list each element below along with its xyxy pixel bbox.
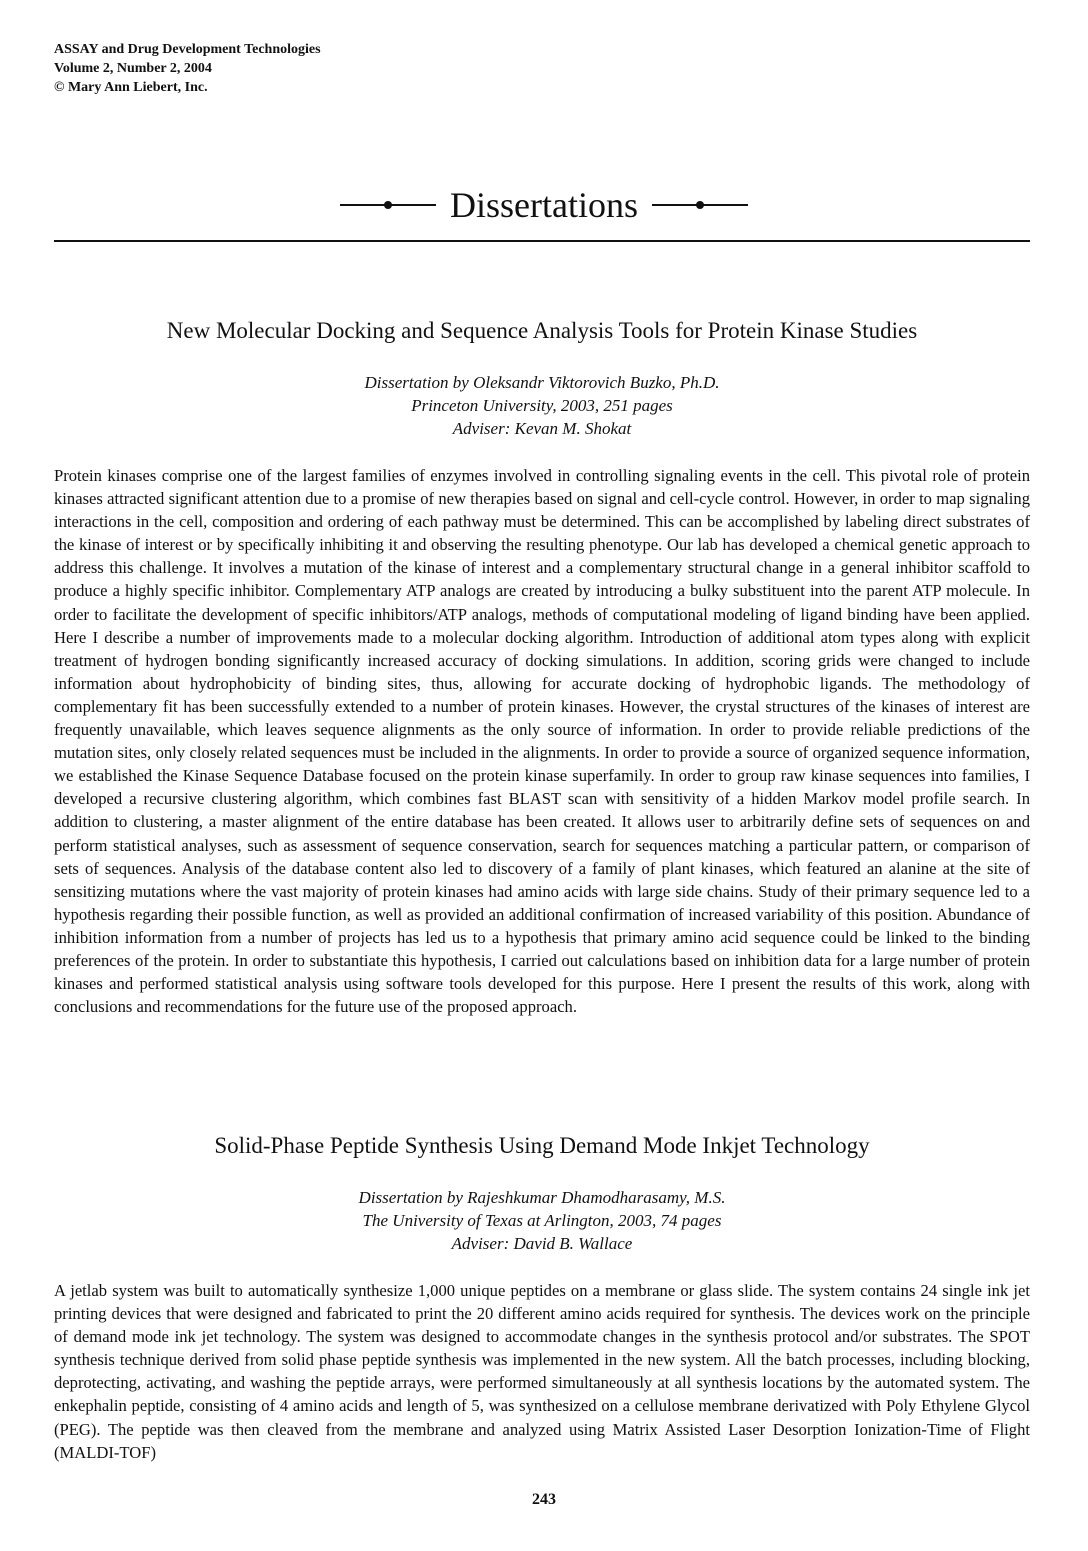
byline-author: Dissertation by Oleksandr Viktorovich Buzko, Ph.D. (364, 373, 720, 392)
journal-copyright: © Mary Ann Liebert, Inc. (54, 80, 208, 95)
article-byline (54, 371, 1030, 440)
section-banner (0, 182, 1088, 228)
article-byline (54, 1186, 1030, 1255)
right-ornament-icon (652, 204, 748, 206)
section-divider (54, 240, 1030, 242)
journal-header (54, 40, 321, 97)
article-abstract: A jetlab system was built to automatically synthesize 1,000 unique peptides on a membrane or glass slide. The system contains 24 single ink jet printing devices that were designed and fabricated to print the 20 different amino acids required for synthesis. The devices work on the principle of demand mode ink jet technology. The system was designed to accommodate changes in the synthesis protocol and/or substrates. The SPOT synthesis technique derived from solid phase peptide synthesis was implemented in the new system. All the batch processes, including blocking, deprotecting, activating, and washing the peptide arrays, were performed simultaneously at all synthesis locations by the automated system. The enkephalin peptide, consisting of 4 amino acids and length of 5, was synthesized on a cellulose membrane derivatized with Poly Ethylene Glycol (PEG). The peptide was then cleaved from the membrane and analyzed using Matrix Assisted Laser Desorption Ionization-Time of Flight (MALDI-TOF) (54, 1281, 1030, 1462)
byline-adviser: Adviser: Kevan M. Shokat (452, 419, 632, 438)
article-abstract: Protein kinases comprise one of the largest families of enzymes involved in controlling signaling events in the cell. This pivotal role of protein kinases attracted significant attention due to a promise of new therapies based on signal and cell-cycle control. However, in order to map signaling interactions in the cell, composition and ordering of each pathway must be determined. This can be accomplished by labeling direct substrates of the kinase of interest or by specifically inhibiting it and observing the resulting phenotype. Our lab has developed a chemical genetic approach to address this challenge. It involves a mutation of the kinase of interest and a complementary structural change in a general inhibitor scaffold to produce a highly specific inhibitor. Complementary ATP analogs are created by introducing a bulky substituent into the parent ATP molecule. In order to facilitate the development of specific inhibitors/ATP analogs, methods of computational modeling of ligand binding have been applied. Here I describe a number of improvements made to a molecular docking algorithm. Introduction of additional atom types along with explicit treatment of hydrogen bonding significantly increased accuracy of docking simulations. In addition, scoring grids were changed to include information about hydrophobicity of binding sites, thus, allowing for accurate docking of hydrophobic ligands. The methodology of complementary fit has been successfully extended to a number of protein kinases. However, the crystal structures of the kinases of interest are frequently unavailable, which leaves sequence alignments as the only source of information. In order to provide reliable predictions of the mutation sites, only closely related sequences must be included in the alignments. In order to provide a source of organized sequence information, we established the Kinase Sequence Database focused on the protein kinase superfamily. In order to group raw kinase sequences into families, I developed a recursive clustering algorithm, which combines fast BLAST scan with sensitivity of a hidden Markov model profile search. In addition to clustering, a master alignment of the entire database has been created. It allows user to arbitrarily define sets of sequences on and perform statistical analyses, such as assessment of sequence conservation, search for sequences matching a particular pattern, or comparison of sets of sequences. Analysis of the database content also led to discovery of a family of plant kinases, which featured an alanine at the site of sensitizing mutations where the vast majority of protein kinases had amino acids with large side chains. Study of their primary sequence led to a hypothesis regarding their possible function, as well as provided an additional confirmation of increased variability of this position. Abundance of inhibition information from a number of projects has led us to a hypothesis that primary amino acid sequence could be linked to the binding preferences of the protein. In order to substantiate this hypothesis, I carried out calculations based on inhibition data for a large number of protein kinases and performed statistical analysis using software tools developed for this purpose. Here I present the results of this work, along with conclusions and recommendations for the future use of the proposed approach. (54, 466, 1030, 1017)
article-title: Solid-Phase Peptide Synthesis Using Demand Mode Inkjet Technology (214, 1133, 870, 1158)
byline-adviser: Adviser: David B. Wallace (451, 1234, 633, 1253)
section-title: Dissertations (450, 185, 638, 225)
journal-name: ASSAY and Drug Development Technologies (54, 42, 321, 57)
article-1 (54, 316, 1030, 1018)
left-ornament-icon (340, 204, 436, 206)
page-number: 243 (532, 1491, 556, 1508)
article-2 (54, 1131, 1030, 1464)
byline-institution: The University of Texas at Arlington, 2003, 74 pages (362, 1211, 722, 1230)
journal-volume: Volume 2, Number 2, 2004 (54, 61, 212, 76)
byline-author: Dissertation by Rajeshkumar Dhamodharasamy, M.S. (358, 1188, 726, 1207)
article-title: New Molecular Docking and Sequence Analysis Tools for Protein Kinase Studies (166, 318, 918, 343)
byline-institution: Princeton University, 2003, 251 pages (411, 396, 673, 415)
